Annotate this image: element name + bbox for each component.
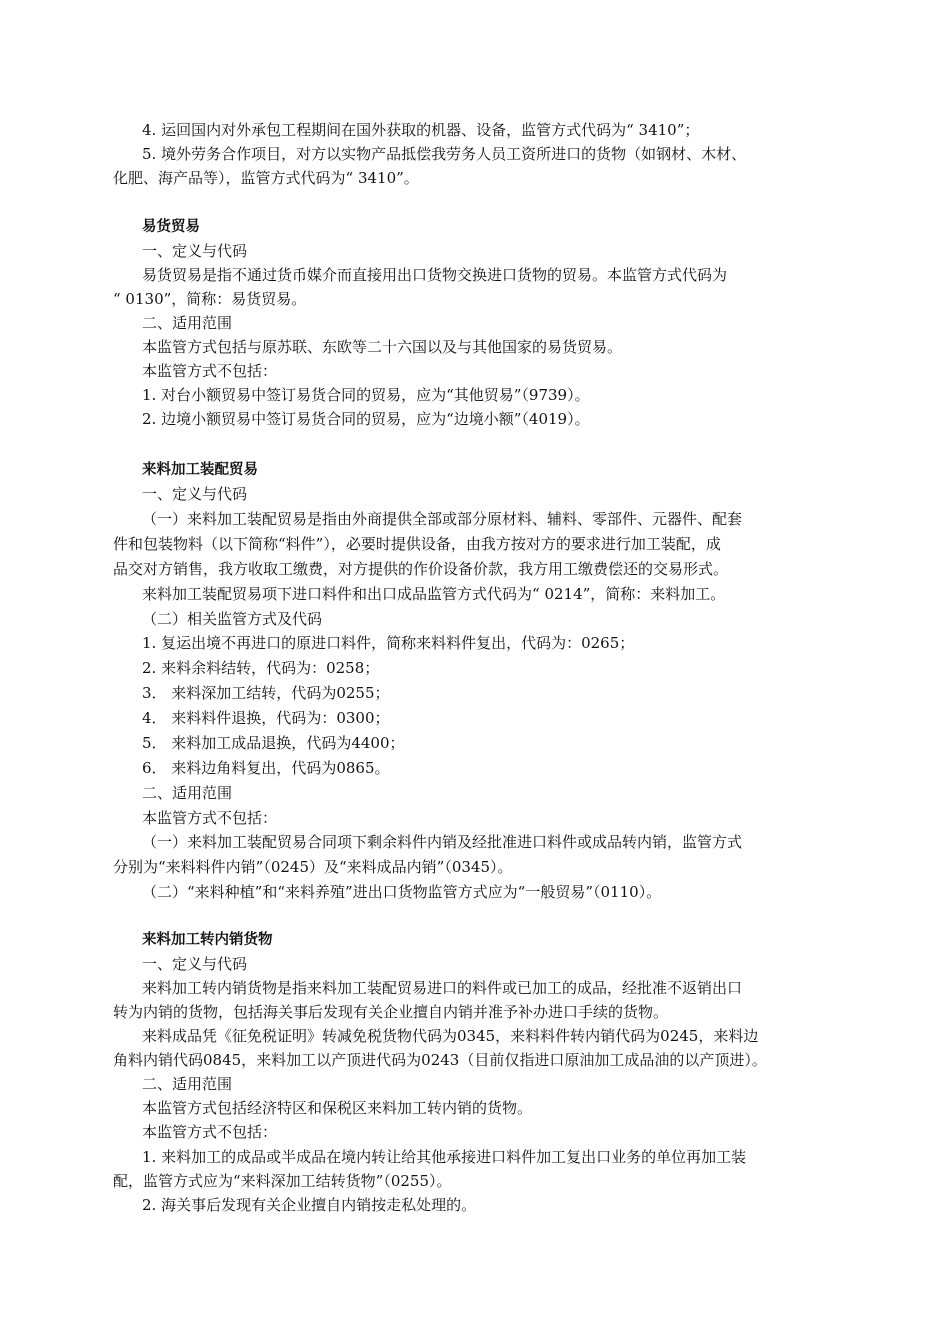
list-item: 4． 来料料件退换，代码为：0300； bbox=[142, 709, 390, 727]
list-item: （二）“来料种植”和“来料养殖”进出口货物监管方式应为“一般贸易”（0110）。 bbox=[142, 883, 662, 901]
heading-definition: 一、定义与代码 bbox=[142, 242, 248, 260]
heading-scope: 二、适用范围 bbox=[142, 1075, 233, 1093]
list-item: 2. 来料余料结转，代码为：0258； bbox=[142, 659, 380, 677]
list-item-cont: 配，监管方式应为“来料深加工结转货物”（0255）。 bbox=[113, 1172, 452, 1190]
paragraph-item-4: 4. 运回国内对外承包工程期间在国外获取的机器、设备，监管方式代码为“ 3410”； bbox=[142, 121, 700, 139]
list-item: 6． 来料边角料复出，代码为0865。 bbox=[142, 759, 390, 777]
heading-exclusions: 本监管方式不包括： bbox=[142, 1123, 278, 1141]
heading-related-codes: （二）相关监管方式及代码 bbox=[142, 610, 323, 628]
list-item: 2. 边境小额贸易中签订易货合同的贸易，应为“边境小额”（4019）。 bbox=[142, 410, 590, 428]
section-title-domestic-sales: 来料加工转内销货物 bbox=[142, 932, 273, 948]
list-item: 1. 复运出境不再进口的原进口料件，简称来料料件复出，代码为：0265； bbox=[142, 634, 635, 652]
list-item: 1. 对台小额贸易中签订易货合同的贸易，应为“其他贸易”（9739）。 bbox=[142, 386, 590, 404]
list-item: 3． 来料深加工结转，代码为0255； bbox=[142, 684, 390, 702]
paragraph-cont: 转为内销的货物，包括海关事后发现有关企业擅自内销并准予补办进口手续的货物。 bbox=[113, 1003, 669, 1021]
paragraph-cont: “ 0130”，简称：易货贸易。 bbox=[113, 290, 307, 308]
heading-exclusions: 本监管方式不包括： bbox=[142, 809, 278, 827]
paragraph: 本监管方式包括与原苏联、东欧等二十六国以及与其他国家的易货贸易。 bbox=[142, 338, 623, 356]
paragraph: 来料加工转内销货物是指来料加工装配贸易进口的料件或已加工的成品，经批准不返销出口 bbox=[142, 979, 743, 997]
paragraph-cont: 件和包装物料（以下简称“料件”），必要时提供设备，由我方按对方的要求进行加工装配，成 bbox=[113, 535, 721, 553]
list-item: 2. 海关事后发现有关企业擅自内销按走私处理的。 bbox=[142, 1196, 477, 1214]
heading-scope: 二、适用范围 bbox=[142, 784, 233, 802]
heading-definition: 一、定义与代码 bbox=[142, 485, 248, 503]
heading-definition: 一、定义与代码 bbox=[142, 955, 248, 973]
paragraph-cont: 品交对方销售，我方收取工缴费，对方提供的作价设备价款，我方用工缴费偿还的交易形式。 bbox=[113, 560, 729, 578]
paragraph: 来料加工装配贸易项下进口料件和出口成品监管方式代码为“ 0214”，简称：来料加工。 bbox=[142, 585, 726, 603]
paragraph-item-5: 5. 境外劳务合作项目，对方以实物产品抵偿我劳务人员工资所进口的货物（如钢材、木材、 bbox=[142, 145, 747, 163]
section-title-processing: 来料加工装配贸易 bbox=[142, 462, 258, 478]
list-item-cont: 分别为“来料料件内销”（0245）及“来料成品内销”（0345）。 bbox=[113, 858, 513, 876]
list-item: 5． 来料加工成品退换，代码为4400； bbox=[142, 734, 405, 752]
paragraph: 本监管方式包括经济特区和保税区来料加工转内销的货物。 bbox=[142, 1099, 533, 1117]
list-item: 1. 来料加工的成品或半成品在境内转让给其他承接进口料件加工复出口业务的单位再加工装 bbox=[142, 1148, 747, 1166]
paragraph-item-5-cont: 化肥、海产品等），监管方式代码为“ 3410”。 bbox=[113, 169, 419, 187]
heading-scope: 二、适用范围 bbox=[142, 314, 233, 332]
paragraph: （一）来料加工装配贸易是指由外商提供全部或部分原材料、辅料、零部件、元器件、配套 bbox=[142, 510, 743, 528]
paragraph: 易货贸易是指不通过货币媒介而直接用出口货物交换进口货物的贸易。本监管方式代码为 bbox=[142, 266, 728, 284]
list-item: （一）来料加工装配贸易合同项下剩余料件内销及经批准进口料件或成品转内销，监管方式 bbox=[142, 833, 743, 851]
heading-exclusions: 本监管方式不包括： bbox=[142, 362, 278, 380]
paragraph-cont: 角料内销代码0845，来料加工以产顶进代码为0243（目前仅指进口原油加工成品油的以产顶进）。 bbox=[113, 1051, 767, 1069]
paragraph: 来料成品凭《征免税证明》转减免税货物代码为0345，来料料件转内销代码为0245，来料边 bbox=[142, 1027, 759, 1045]
section-title-barter: 易货贸易 bbox=[142, 219, 200, 235]
